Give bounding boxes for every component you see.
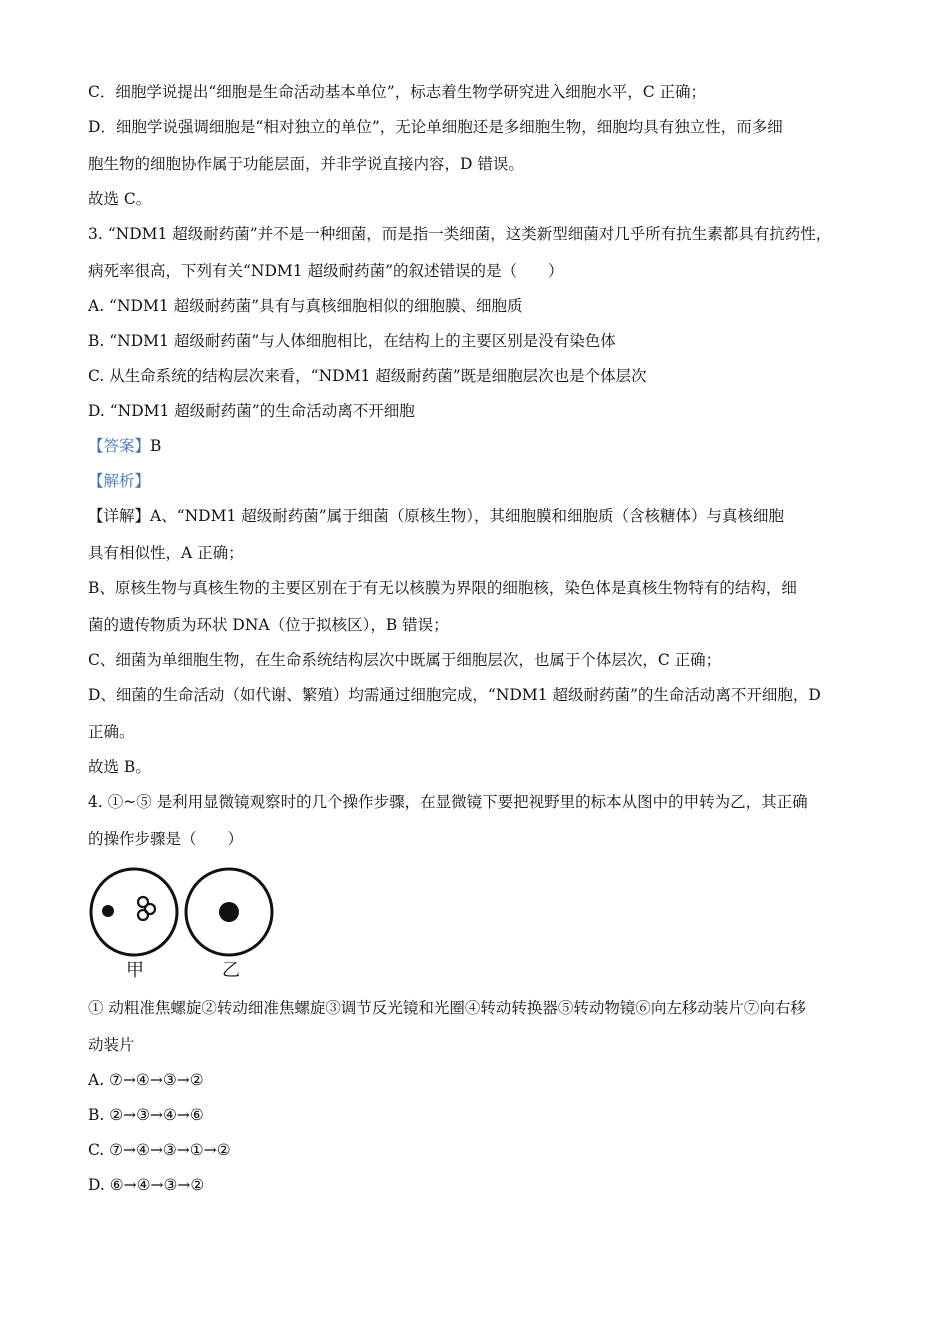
answer-value: B [150,437,162,455]
text-line: D．细胞学说强调细胞是“相对独立的单位”，无论单细胞还是多细胞生物，细胞均具有独立性，而多细 [88,118,783,136]
explanation-line: 【详解】A、“NDM1 超级耐药菌”属于细菌（原核生物），其细胞膜和细胞质（含核糖体）与真核细胞 [88,507,784,525]
question-3-stem: 3. “NDM1 超级耐药菌”并不是一种细菌，而是指一类细菌，这类新型细菌对几乎所有抗生素都具有抗药性， [88,225,832,243]
label-jia: 甲 [126,960,144,981]
text-line: C．细胞学说提出“细胞是生命活动基本单位”，标志着生物学研究进入细胞水平，C 正确； [88,83,706,101]
analysis-line [88,471,868,491]
option-d: D. ⑥→④→③→② [88,1176,205,1194]
text-line: 故选 B。 [88,758,151,776]
explanation-line: B、原核生物与真核生物的主要区别在于有无以核膜为界限的细胞核，染色体是真核生物特有的结构，细 [88,579,797,597]
specimen-dot-yi [219,902,239,922]
steps-line: 动装片 [88,1036,135,1054]
answer-line [88,436,868,456]
question-4-stem: 4. ①~⑤ 是利用显微镜观察时的几个操作步骤，在显微镜下要把视野里的标本从图中的甲转为乙，其正确 [88,793,808,811]
figure-svg [86,864,278,982]
answer-tag: 【答案】 [88,437,151,455]
option-b: B. “NDM1 超级耐药菌”与人体细胞相比，在结构上的主要区别是没有染色体 [88,332,616,350]
microscope-field-figure [86,864,278,982]
explanation-line: 正确。 [88,723,135,741]
text-line: 胞生物的细胞协作属于功能层面，并非学说直接内容，D 错误。 [88,155,524,173]
option-a: A. ⑦→④→③→② [88,1071,204,1089]
steps-line: ① 动粗准焦螺旋②转动细准焦螺旋③调节反光镜和光圈④转动转换器⑤转动物镜⑥向左移动装片⑦向右移 [88,999,806,1017]
explanation-line: D、细菌的生命活动（如代谢、繁殖）均需通过细胞完成，“NDM1 超级耐药菌”的生命活动离不开细胞，D [88,686,821,704]
explanation-line: 具有相似性，A 正确； [88,544,244,562]
option-d: D. “NDM1 超级耐药菌”的生命活动离不开细胞 [88,402,415,420]
question-3-stem: 病死率很高，下列有关“NDM1 超级耐药菌”的叙述错误的是（ ） [88,262,564,280]
bubble-icon [138,910,148,920]
analysis-tag: 【解析】 [88,472,151,490]
option-b: B. ②→③→④→⑥ [88,1106,204,1124]
explanation-line: C、细菌为单细胞生物，在生命系统结构层次中既属于细胞层次，也属于个体层次，C 正确； [88,651,722,669]
explanation-line: 菌的遗传物质为环状 DNA（位于拟核区），B 错误； [88,616,449,634]
label-yi: 乙 [222,960,240,981]
option-a: A. “NDM1 超级耐药菌”具有与真核细胞相似的细胞膜、细胞质 [88,297,523,315]
option-c: C. ⑦→④→③→①→② [88,1141,231,1159]
option-c: C. 从生命系统的结构层次来看，“NDM1 超级耐药菌”既是细胞层次也是个体层次 [88,367,647,385]
text-line: 故选 C。 [88,190,152,208]
specimen-dot-jia [102,905,114,917]
question-4-stem: 的操作步骤是（ ） [88,830,244,848]
